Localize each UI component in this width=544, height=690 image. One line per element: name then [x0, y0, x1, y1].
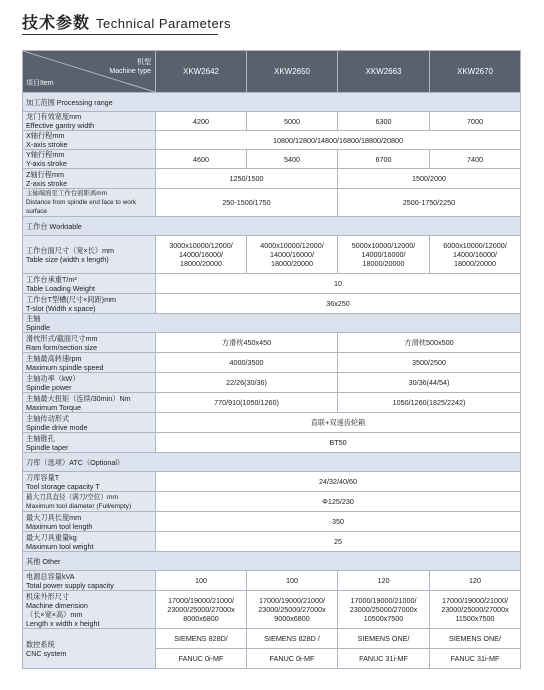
cell: 6000x10000/12000/ 14000/16000/ 18000/20000 [430, 236, 521, 274]
table-row [23, 492, 521, 512]
cell: FANUC 0i-MF [247, 649, 338, 669]
row-label: 主轴传动形式 Spindle drive mode [23, 413, 156, 433]
row-label: 主轴最大扭矩（连续/30min）Nm Maximum Torque [23, 393, 156, 413]
table-row [23, 189, 521, 217]
item-label: 项目Item [26, 80, 54, 87]
table-row [23, 512, 521, 532]
table-row [23, 591, 521, 629]
section-processing: 加工范围 Processing range [23, 93, 521, 112]
cell: 5400 [247, 150, 338, 169]
cell: Φ125/230 [156, 492, 521, 512]
section-spindle: 主轴 Spindle [23, 314, 521, 333]
cell: 100 [247, 571, 338, 591]
cell: 10 [156, 274, 521, 294]
table-row [23, 274, 521, 294]
row-label: 刀库容量T Tool storage capacity T [23, 472, 156, 492]
section-atc: 刀库（选项）ATC（Optional） [23, 453, 521, 472]
cell: 方滑枕450x450 [156, 333, 338, 353]
cell: 4000/3500 [156, 353, 338, 373]
table-row [23, 294, 521, 314]
row-label: 工作台承重T/m² Table Loading Weight [23, 274, 156, 294]
cell: SIEMENS 828D/ [156, 629, 247, 649]
row-label: X轴行程mm X-axis stroke [23, 131, 156, 150]
table-row [23, 333, 521, 353]
technical-parameters-table [22, 50, 521, 669]
table-row [23, 150, 521, 169]
cell: 22/26(30/36) [156, 373, 338, 393]
cell: 17000/19000/21000/ 23000/25000/27000x 10500x7500 [338, 591, 430, 629]
cell: BT50 [156, 433, 521, 453]
row-label: 电源总容量kVA Total power supply capacity [23, 571, 156, 591]
table-row [23, 472, 521, 492]
section-worktable: 工作台 Worktable [23, 217, 521, 236]
cell: 17000/19000/21000/ 23000/25000/27000x 8000x6800 [156, 591, 247, 629]
cell: 10800/12800/14800/16800/18800/20800 [156, 131, 521, 150]
cell: SIEMENS ONE/ [338, 629, 430, 649]
cell: 直联+双速齿轮箱 [156, 413, 521, 433]
model-header: XKW2650 [247, 51, 338, 93]
cell: 17000/19000/21000/ 23000/25000/27000x 11500x7500 [430, 591, 521, 629]
section-row [23, 314, 521, 333]
model-header: XKW2642 [156, 51, 247, 93]
row-label: 主轴功率（kW） Spindle power [23, 373, 156, 393]
cell: 4600 [156, 150, 247, 169]
table-row [23, 236, 521, 274]
cell: 6700 [338, 150, 430, 169]
cell: 250-1500/1750 [156, 189, 338, 217]
cell: 7400 [430, 150, 521, 169]
heading-underline [22, 34, 218, 35]
cell: 350 [156, 512, 521, 532]
cell: 2500-1750/2250 [338, 189, 521, 217]
row-label: 数控系统 CNC system [23, 629, 156, 669]
table-row [23, 112, 521, 131]
cell: 120 [430, 571, 521, 591]
table-row [23, 353, 521, 373]
row-label: 龙门有效宽度mm Effective gantry width [23, 112, 156, 131]
row-label: 最大刀具长度mm Maximum tool length [23, 512, 156, 532]
table-row [23, 413, 521, 433]
model-header: XKW2663 [338, 51, 430, 93]
cell: 24/32/40/60 [156, 472, 521, 492]
row-label: 主轴端面至工作台面距离mm Distance from spindle end face to work surface [23, 189, 156, 217]
heading-en: Technical Parameters [96, 16, 232, 31]
machine-type-label: 机型 Machine type [109, 59, 151, 75]
header-corner [23, 51, 156, 93]
row-label: 最大刀具重量kg Maximum tool weight [23, 532, 156, 552]
row-label: 滑枕形式/截面尺寸mm Ram form/section size [23, 333, 156, 353]
table-row [23, 393, 521, 413]
heading-cn: 技术参数 [22, 15, 91, 32]
row-label: 主轴最高转速rpm Maximum spindle speed [23, 353, 156, 373]
cell: 3500/2500 [338, 353, 521, 373]
table-row [23, 433, 521, 453]
cell: 770/910(1050/1260) [156, 393, 338, 413]
cell: 1250/1500 [156, 169, 338, 189]
cell: 3000x10000/12000/ 14000/16000/ 18000/20000 [156, 236, 247, 274]
cell: 5000x10000/12000/ 14000/16000/ 18000/20000 [338, 236, 430, 274]
cell: 17000/19000/21000/ 23000/25000/27000x 9000x6800 [247, 591, 338, 629]
cell: 6300 [338, 112, 430, 131]
table-row [23, 131, 521, 150]
cell: 25 [156, 532, 521, 552]
table-row [23, 571, 521, 591]
section-row [23, 217, 521, 236]
cell: FANUC 31i-MF [338, 649, 430, 669]
section-row [23, 552, 521, 571]
section-row [23, 93, 521, 112]
table-row [23, 373, 521, 393]
cell: 方滑枕500x500 [338, 333, 521, 353]
model-header: XKW2670 [430, 51, 521, 93]
row-label: 工作台T型槽(尺寸×间距)mm T-slot (Width x space) [23, 294, 156, 314]
table-row [23, 169, 521, 189]
section-other: 其他 Other [23, 552, 521, 571]
cell: 5000 [247, 112, 338, 131]
cell: 7000 [430, 112, 521, 131]
cell: 36x250 [156, 294, 521, 314]
row-label: 最大刀具直径（满刀/空位）mm Maximum tool diameter (Full/empty) [23, 492, 156, 512]
cell: SIEMENS ONE/ [430, 629, 521, 649]
cell: 1500/2000 [338, 169, 521, 189]
cell: SIEMENS 828D / [247, 629, 338, 649]
cell: 120 [338, 571, 430, 591]
row-label: 主轴锥孔 Spindle taper [23, 433, 156, 453]
cell: 30/36(44/54) [338, 373, 521, 393]
row-label: 机床外形尺寸 Machine dimension （长×宽×高）mm Length x width x height [23, 591, 156, 629]
section-row [23, 453, 521, 472]
cell: FANUC 31i-MF [430, 649, 521, 669]
header-row [23, 51, 521, 93]
page-heading [22, 10, 522, 38]
table-row [23, 629, 521, 649]
cell: 1050/1260(1825/2242) [338, 393, 521, 413]
cell: 4000x10000/12000/ 14000/16000/ 18000/20000 [247, 236, 338, 274]
table-row [23, 532, 521, 552]
row-label: Y轴行程mm Y-axis stroke [23, 150, 156, 169]
row-label: Z轴行程mm Z-axis stroke [23, 169, 156, 189]
cell: 4200 [156, 112, 247, 131]
cell: FANUC 0i-MF [156, 649, 247, 669]
row-label: 工作台面尺寸（宽×长）mm Table size (width x length) [23, 236, 156, 274]
cell: 100 [156, 571, 247, 591]
